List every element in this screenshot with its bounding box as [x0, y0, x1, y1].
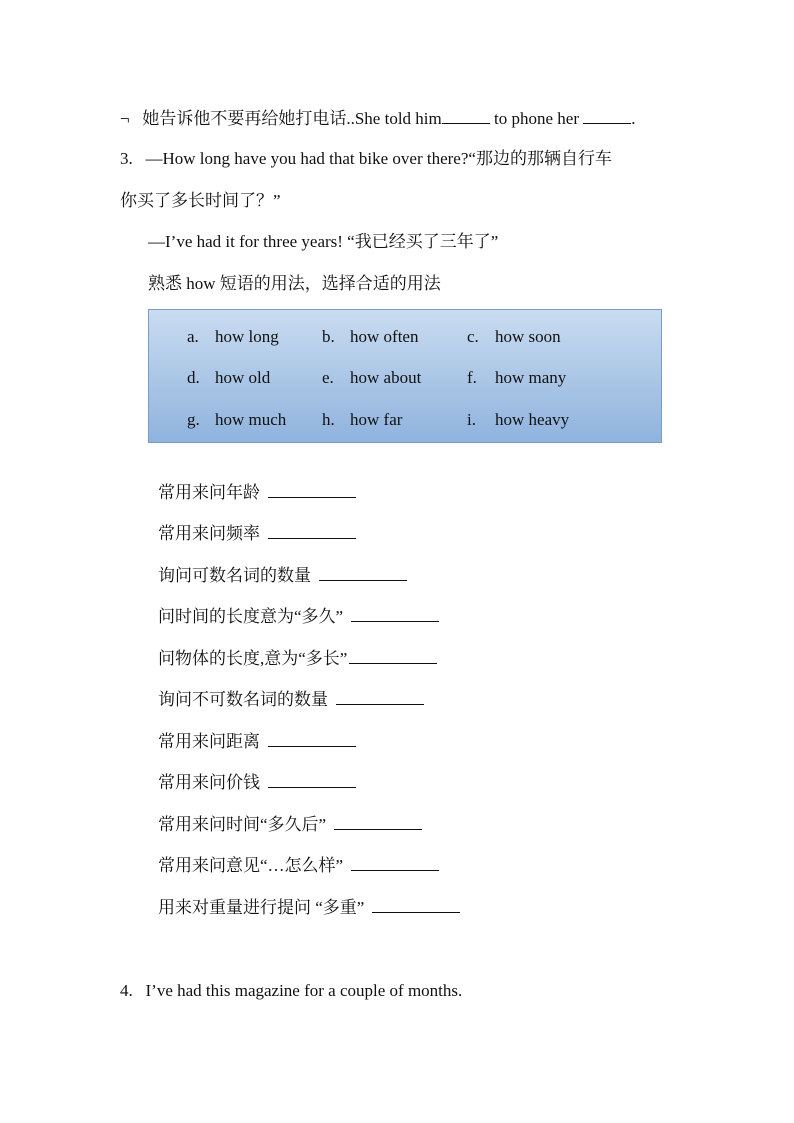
option-text: how about	[350, 368, 422, 387]
answer-blank[interactable]	[268, 730, 356, 747]
answer-blank[interactable]	[351, 854, 439, 871]
usage-row	[158, 813, 422, 836]
sentence-part-a: 她告诉他不要再给她打电话..She told him	[142, 109, 442, 128]
sentence-part-b: to phone her	[489, 109, 584, 128]
sentence-she-told-him	[120, 107, 635, 130]
answer-blank[interactable]	[351, 605, 439, 622]
option-g	[187, 409, 286, 431]
option-text: how old	[215, 368, 271, 387]
usage-text: 问时间的长度意为“多久”	[158, 607, 344, 626]
option-text: how long	[215, 327, 279, 346]
question-number: 4.	[120, 981, 133, 1000]
option-a	[187, 326, 279, 348]
option-letter: f.	[467, 368, 477, 387]
option-h	[322, 409, 402, 431]
option-letter: i.	[467, 410, 476, 429]
usage-row	[158, 688, 424, 711]
usage-text: 常用来问距离	[158, 732, 260, 751]
usage-row	[158, 647, 437, 670]
question-text: I’ve had this magazine for a couple of months.	[145, 981, 463, 1000]
usage-text: 询问可数名词的数量	[158, 566, 311, 585]
option-text: how far	[350, 410, 403, 429]
question-text: —How long have you had that bike over there?“那边的那辆自行车	[145, 149, 612, 168]
usage-row	[158, 522, 356, 545]
usage-row	[158, 605, 439, 628]
answer-blank[interactable]	[319, 564, 407, 581]
answer-blank[interactable]	[372, 896, 460, 913]
option-text: how much	[215, 410, 287, 429]
sentence-part-c: .	[631, 109, 636, 128]
option-letter: c.	[467, 327, 479, 346]
option-letter: h.	[322, 410, 335, 429]
option-text: how heavy	[495, 410, 570, 429]
usage-text: 常用来问年龄	[158, 483, 260, 502]
answer-blank[interactable]	[442, 107, 490, 124]
option-b	[322, 326, 418, 348]
option-i	[467, 409, 569, 431]
option-letter: d.	[187, 368, 200, 387]
option-e	[322, 367, 421, 389]
option-text: how soon	[495, 327, 561, 346]
option-letter: e.	[322, 368, 334, 387]
answer-blank[interactable]	[583, 107, 631, 124]
bullet-mark: ¬	[120, 109, 130, 128]
answer-blank[interactable]	[349, 647, 437, 664]
option-letter: a.	[187, 327, 199, 346]
usage-text: 问物体的长度,意为“多长”	[158, 649, 348, 668]
usage-text: 常用来问价钱	[158, 773, 260, 792]
usage-row	[158, 854, 439, 877]
option-letter: b.	[322, 327, 335, 346]
question-3-answer: —I’ve had it for three years! “我已经买了三年了”	[148, 232, 499, 251]
question-3-instruction: 熟悉 how 短语的用法，选择合适的用法	[148, 274, 441, 293]
usage-row	[158, 564, 407, 587]
answer-blank[interactable]	[334, 813, 422, 830]
options-box	[148, 309, 662, 443]
usage-row	[158, 730, 356, 753]
usage-row	[158, 771, 356, 794]
question-3-line-2: 你买了多长时间了？”	[120, 191, 281, 210]
option-d	[187, 367, 270, 389]
answer-blank[interactable]	[268, 481, 356, 498]
option-text: how often	[350, 327, 419, 346]
usage-text: 用来对重量进行提问 “多重”	[158, 898, 365, 917]
question-4	[120, 980, 462, 1002]
option-letter: g.	[187, 410, 200, 429]
answer-blank[interactable]	[268, 771, 356, 788]
question-number: 3.	[120, 149, 133, 168]
option-text: how many	[495, 368, 567, 387]
answer-blank[interactable]	[268, 522, 356, 539]
option-f	[467, 367, 566, 389]
usage-text: 常用来问意见“…怎么样”	[158, 856, 344, 875]
usage-text: 询问不可数名词的数量	[158, 690, 328, 709]
question-3-line-1	[120, 148, 612, 170]
usage-text: 常用来问频率	[158, 524, 260, 543]
option-c	[467, 326, 561, 348]
usage-row	[158, 896, 460, 919]
usage-text: 常用来问时间“多久后”	[158, 815, 327, 834]
usage-row	[158, 481, 356, 504]
answer-blank[interactable]	[336, 688, 424, 705]
